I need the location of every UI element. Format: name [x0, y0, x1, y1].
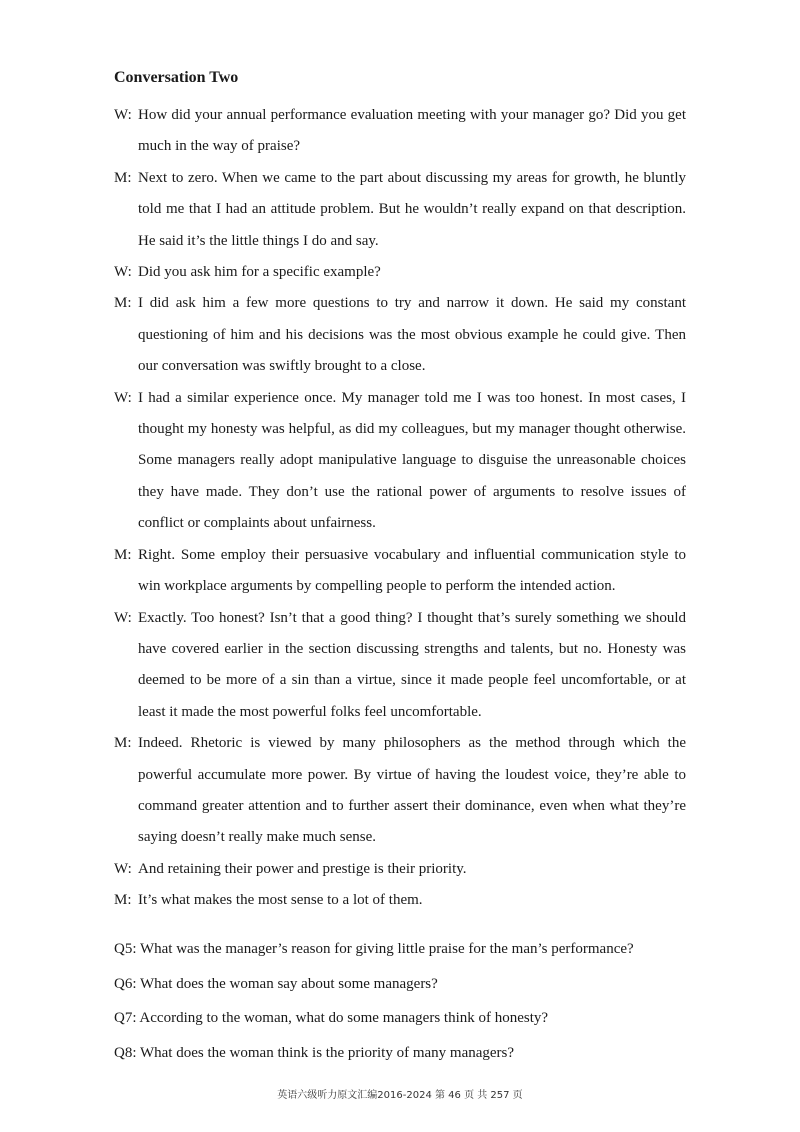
speaker-label: W: [114, 264, 132, 281]
dialogue-turn [114, 383, 686, 540]
speaker-label: M: [114, 892, 132, 909]
dialogue-turn [114, 540, 686, 603]
speaker-label: W: [114, 609, 132, 626]
page-footer: 英语六级听力原文汇编2016-2024 第 46 页 共 257 页 [277, 1090, 523, 1101]
speaker-label: M: [114, 169, 132, 186]
speaker-label: M: [114, 295, 132, 312]
dialogue-text: Indeed. Rhetoric is viewed by many philosophers as the method through which the powerful accumulate more power. By virtue of having the loudest voice, they’re able to command greater attention and to further assert their dominance, even when what they’re saying doesn’t really make much sense. [138, 735, 686, 846]
dialogue-text: Next to zero. When we came to the part about discussing my areas for growth, he bluntly told me that I had an attitude problem. But he wouldn’t really expand on that description. He said it’s the little things I do and say. [138, 169, 686, 249]
question-list [114, 932, 694, 1070]
dialogue-turn [114, 885, 686, 916]
dialogue-text: Exactly. Too honest? Isn’t that a good thing? I thought that’s surely something we should have covered earlier in the section discussing strengths and talents, but no. Honesty was deemed to be more of a sin than a virtue, since it made people feel uncomfortable, or at least it made the most powerful folks feel uncomfortable. [138, 609, 686, 720]
speaker-label: W: [114, 860, 132, 877]
dialogue-turn [114, 257, 686, 288]
question-q7: Q7: According to the woman, what do some managers think of honesty? [114, 1010, 549, 1026]
dialogue-text: I did ask him a few more questions to try and narrow it down. He said my constant questioning of him and his decisions was the most obvious example he could give. Then our conversation was swiftly brought to a close. [138, 295, 686, 375]
dialogue-turn [114, 288, 686, 382]
question-q5: Q5: What was the manager’s reason for giving little praise for the man’s performance? [114, 941, 634, 957]
question-q6: Q6: What does the woman say about some managers? [114, 975, 438, 992]
speaker-label: W: [114, 389, 132, 406]
dialogue-text: And retaining their power and prestige is their priority. [138, 860, 467, 877]
dialogue-turn [114, 100, 686, 163]
dialogue-text: It’s what makes the most sense to a lot of them. [138, 892, 423, 909]
section-title: Conversation Two [114, 69, 239, 86]
speaker-label: M: [114, 546, 132, 563]
dialogue [114, 100, 686, 917]
dialogue-text: Did you ask him for a specific example? [138, 264, 381, 281]
speaker-label: W: [114, 107, 132, 123]
dialogue-text: I had a similar experience once. My manager told me I was too honest. In most cases, I thought my honesty was helpful, as did my colleagues, but my manager thought otherwise. Some managers really adopt manipulative language to disguise the unreasonable choices they have made. They don’t use the rational power of arguments to resolve issues of conflict or complaints about unfairness. [138, 389, 686, 532]
dialogue-turn [114, 728, 686, 854]
dialogue-turn [114, 603, 686, 729]
question-q8: Q8: What does the woman think is the priority of many managers? [114, 1044, 515, 1061]
dialogue-text: How did your annual performance evaluation meeting with your manager go? Did you get much in the way of praise? [138, 107, 686, 155]
dialogue-text: Right. Some employ their persuasive vocabulary and influential communication style to win workplace arguments by compelling people to perform the intended action. [138, 546, 686, 595]
dialogue-turn [114, 854, 686, 885]
speaker-label: M: [114, 735, 132, 752]
dialogue-turn [114, 163, 686, 257]
